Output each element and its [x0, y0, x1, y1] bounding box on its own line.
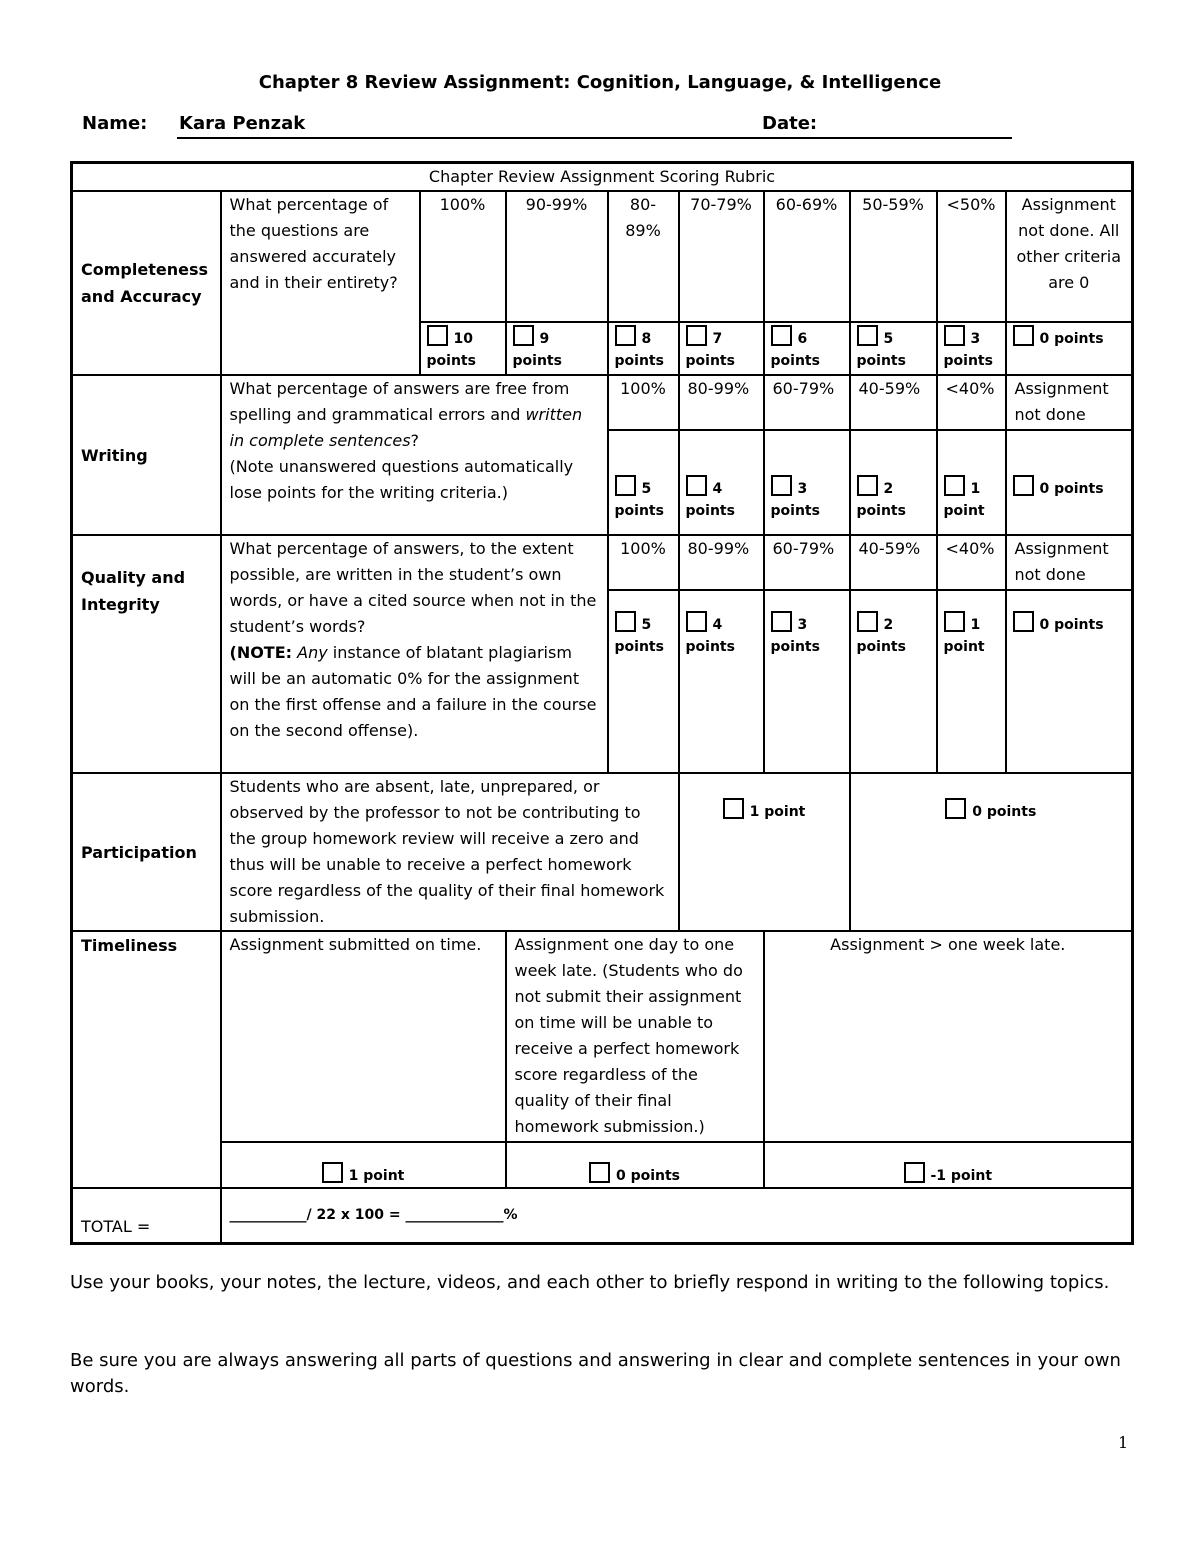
checkbox-icon[interactable] — [615, 325, 636, 346]
range-cell: <40% — [937, 375, 1006, 430]
points-option[interactable] — [764, 1142, 1133, 1188]
points-option[interactable] — [221, 1142, 506, 1188]
points-label: 2 points — [856, 617, 906, 655]
instruction-paragraph: Use your books, your notes, the lecture, videos, and each other to briefly respond in writing to the following topics. — [70, 1272, 1110, 1293]
quality-question-text: What percentage of answers, to the extent possible, are written in the student’s own words, or have a cited source when not in the student’s words? — [229, 539, 597, 636]
range-cell: 100% — [608, 375, 679, 430]
checkbox-icon[interactable] — [322, 1162, 343, 1183]
instruction-paragraph: Be sure you are always answering all parts of questions and answering in clear and complete sentences in your own words. — [70, 1350, 1121, 1397]
range-cell: 60-79% — [764, 375, 850, 430]
checkbox-icon[interactable] — [771, 611, 792, 632]
checkbox-icon[interactable] — [944, 611, 965, 632]
checkbox-icon[interactable] — [1013, 475, 1034, 496]
points-option[interactable] — [608, 590, 679, 773]
timeliness-on-time: Assignment submitted on time. — [221, 931, 506, 1142]
checkbox-icon[interactable] — [723, 798, 744, 819]
points-label: 2 points — [856, 481, 906, 519]
points-option[interactable] — [937, 430, 1006, 535]
total-formula[interactable]: ___________/ 22 x 100 = ______________% — [221, 1188, 1133, 1243]
criterion-timeliness: Timeliness — [72, 931, 221, 1188]
checkbox-icon[interactable] — [944, 475, 965, 496]
points-option[interactable] — [1006, 430, 1133, 535]
range-cell: 90-99% — [506, 191, 608, 322]
points-label: -1 point — [930, 1168, 993, 1184]
range-cell: <40% — [937, 535, 1006, 590]
document-title: Chapter 8 Review Assignment: Cognition, Language, & Intelligence — [258, 72, 942, 93]
points-label: 1 point — [749, 804, 806, 820]
points-option[interactable] — [608, 322, 679, 375]
date-field-line[interactable] — [832, 113, 1012, 139]
points-label: 5 points — [856, 331, 906, 369]
range-cell: Assignment not done — [1006, 375, 1133, 430]
checkbox-icon[interactable] — [1013, 611, 1034, 632]
points-option[interactable] — [937, 590, 1006, 773]
writing-question-text: What percentage of answers are free from spelling and grammatical errors and — [229, 379, 570, 424]
checkbox-icon[interactable] — [615, 475, 636, 496]
points-label: 0 points — [972, 804, 1037, 820]
range-cell: 40-59% — [850, 535, 937, 590]
range-cell: <50% — [937, 191, 1006, 322]
checkbox-icon[interactable] — [945, 798, 966, 819]
points-option[interactable] — [850, 322, 937, 375]
points-option[interactable] — [679, 430, 764, 535]
points-label: 7 points — [685, 331, 735, 369]
points-label: 9 points — [512, 331, 562, 369]
range-cell: Assignment not done. All other criteria are 0 — [1006, 191, 1133, 322]
criterion-writing: Writing — [72, 375, 221, 535]
points-option[interactable] — [764, 322, 850, 375]
points-option[interactable] — [608, 430, 679, 535]
points-label: 5 points — [614, 617, 664, 655]
name-label: Name: — [82, 113, 148, 134]
total-label: TOTAL = — [72, 1188, 221, 1243]
writing-question-emphasis: written in complete sentences — [229, 405, 583, 450]
writing-question-mark: ? — [410, 431, 420, 450]
points-option[interactable] — [506, 1142, 764, 1188]
checkbox-icon[interactable] — [686, 325, 707, 346]
writing-question — [221, 375, 608, 535]
points-label: 0 points — [1039, 481, 1104, 497]
range-cell: 60-69% — [764, 191, 850, 322]
range-cell: 70-79% — [679, 191, 764, 322]
checkbox-icon[interactable] — [857, 611, 878, 632]
checkbox-icon[interactable] — [857, 325, 878, 346]
points-label: 0 points — [1039, 617, 1104, 633]
range-cell: 60-79% — [764, 535, 850, 590]
timeliness-very-late: Assignment > one week late. — [764, 931, 1133, 1142]
checkbox-icon[interactable] — [615, 611, 636, 632]
page-number: 1 — [1118, 1433, 1129, 1452]
participation-description: Students who are absent, late, unprepared, or observed by the professor to not be contributing to the group homework review will receive a zero and thus will be unable to receive a perfect homework score regardless of the quality of their final homework submission. — [221, 773, 679, 931]
points-label: 3 points — [770, 617, 820, 655]
points-label: 3 points — [770, 481, 820, 519]
range-cell: 80-99% — [679, 535, 764, 590]
points-option[interactable] — [679, 322, 764, 375]
rubric-caption: Chapter Review Assignment Scoring Rubric — [72, 163, 1133, 192]
points-option[interactable] — [850, 430, 937, 535]
points-option[interactable] — [850, 590, 937, 773]
points-label: 1 point — [943, 617, 985, 655]
points-label: 1 point — [943, 481, 985, 519]
points-label: 0 points — [1039, 331, 1104, 347]
name-date-row — [82, 113, 1022, 143]
checkbox-icon[interactable] — [427, 325, 448, 346]
quality-question — [221, 535, 608, 773]
quality-note-text: instance of blatant plagiarism will be an automatic 0% for the assignment on the first offense and a failure in the course on the second offense). — [229, 643, 597, 740]
writing-note: (Note unanswered questions automatically lose points for the writing criteria.) — [229, 457, 574, 502]
points-option[interactable] — [420, 322, 506, 375]
points-label: 1 point — [348, 1168, 405, 1184]
criterion-completeness: Completeness and Accuracy — [72, 191, 221, 375]
points-option[interactable] — [1006, 322, 1133, 375]
points-label: 8 points — [614, 331, 664, 369]
date-label: Date: — [762, 113, 818, 134]
points-label: 3 points — [943, 331, 993, 369]
quality-note-emphasis: Any — [297, 643, 328, 662]
range-cell: 80-89% — [608, 191, 679, 322]
points-label: 0 points — [615, 1168, 681, 1184]
checkbox-icon[interactable] — [686, 475, 707, 496]
points-option[interactable] — [679, 773, 850, 931]
quality-note-label: (NOTE: — [229, 643, 293, 662]
points-option[interactable] — [764, 430, 850, 535]
checkbox-icon[interactable] — [686, 611, 707, 632]
timeliness-late: Assignment one day to one week late. (Students who do not submit their assignment on time will be unable to receive a perfect homework score regardless of the quality of their final homework submission.) — [506, 931, 764, 1142]
points-label: 6 points — [770, 331, 820, 369]
criterion-participation: Participation — [72, 773, 221, 931]
scoring-rubric-table — [70, 161, 1134, 1245]
points-option[interactable] — [850, 773, 1133, 931]
points-label: 10 points — [426, 331, 476, 369]
range-cell: 100% — [608, 535, 679, 590]
range-cell: 80-99% — [679, 375, 764, 430]
checkbox-icon[interactable] — [771, 325, 792, 346]
range-cell: Assignment not done — [1006, 535, 1133, 590]
range-cell: 100% — [420, 191, 506, 322]
points-label: 4 points — [685, 617, 735, 655]
points-label: 4 points — [685, 481, 735, 519]
range-cell: 50-59% — [850, 191, 937, 322]
range-cell: 40-59% — [850, 375, 937, 430]
checkbox-icon[interactable] — [771, 475, 792, 496]
checkbox-icon[interactable] — [904, 1162, 925, 1183]
checkbox-icon[interactable] — [513, 325, 534, 346]
points-label: 5 points — [614, 481, 664, 519]
name-value[interactable]: Kara Penzak — [179, 113, 306, 134]
completeness-question: What percentage of the questions are answered accurately and in their entirety? — [221, 191, 420, 375]
points-option[interactable] — [1006, 590, 1133, 773]
checkbox-icon[interactable] — [589, 1162, 610, 1183]
points-option[interactable] — [937, 322, 1006, 375]
criterion-quality: Quality and Integrity — [72, 535, 221, 773]
checkbox-icon[interactable] — [857, 475, 878, 496]
checkbox-icon[interactable] — [1013, 325, 1034, 346]
points-option[interactable] — [506, 322, 608, 375]
points-option[interactable] — [679, 590, 764, 773]
points-option[interactable] — [764, 590, 850, 773]
checkbox-icon[interactable] — [944, 325, 965, 346]
